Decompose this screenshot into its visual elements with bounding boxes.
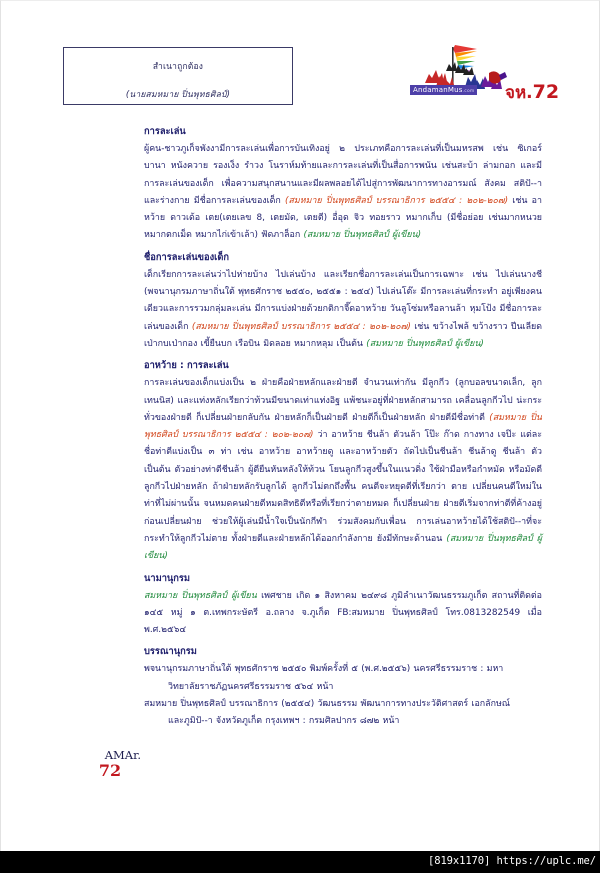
stamp-title: สำเนาถูกต้อง [152,62,204,72]
archive-marker-label: AMAr. [104,748,141,762]
source-url-label: https://uplc.me/ [496,855,596,867]
section-paragraph: การละเล่นของเด็กแบ่งเป็น ๒ ฝ่ายคือฝ่ายหลักและฝ่ายตี จำนวนเท่ากัน มีลูกกีว (ลูกบอลขนาดเล็ก, ลูกเทนนิส) และแท่งหลักเรียกว่าท้วนมีขนาดเท่าแท่งอิฐ แพ้ชนะอยู่ที่ฝ่ายหลักสามารถ เคลื่อนลูกกีวไป น่ะกระทั่วของฝ่ายตี ก็เปลี่ยนฝ่ายกลับกัน ฝ่ายหลักก็เป็นฝ่ายตี ฝ่ายตีก็เป็นฝ่ายหลัก ฝ่ายตีมีชื่อท่าตี (สมหมาย ปิ่นพุทธศิลป์ บรรณาธิการ ๒๕๕๔ : ๒๐๒-๒๐๗) ว่า อาหว้าย ชีนล้า ตัวนล้า โป๊ะ ก๊าด กางทาง เจป๊ะ แต่ละชื่อท่าตีแบ่งเป็น ๓ ท่า เช่น อาหว้าย อาหว้ายดู และอาหว้ายตัว ถัดไปเป็นชีนล้า ชีนล้าดู ชีนล้า ตัว เป็นต้น ตัวอย่างท่าตีชีนล้า ผู้ตียืนหันหลังให้ท้วน โยนลูกกีวสูงขึ้นในแนวดิ่ง ใช้ฝ่ามือหรือกำหมัด หรือมัดตีลูกกีวไปฝ่ายหลัก ถ้าฝ่ายหลักรับลูกได้ ลูกกีวไม่ตกถึงพื้น คนตีจะหยุดตีที่เรียกว่า ตาย เปลี่ยนคนตีใหม่ในท่าที่ไม่ผ่านนั้น จนหมดคนฝ่ายตีหมดสิทธิตีหรือที่เรียกว่าตายหมด ก็เปลี่ยนฝ่าย ฝ่ายตีเริ่มจากท่าตีที่ค้างอยู่ก่อนเปลี่ยนฝ่าย ช่วยให้ผู้เล่นมีน้ำใจเป็นนักกีฬา ร่วมสังคมกับเพื่อน การเล่นอาหว้ายได้ใช้สติปั--าที่จะกระทำให้ลูกกีวไม่ตาย ทั้งฝ่ายตีและฝ่ายหลักได้ออกกำลังกาย ยังมีทักษะด้านอน (สมหมาย ปิ่นพุทธศิลป์ ผู้เขียน) [144,378,542,562]
procession-illustration-icon [419,43,515,91]
logo-wordmark-tld: .com [462,89,475,94]
document-body [144,119,542,732]
section-bibliography [144,645,542,730]
section-paragraph: เด็กเรียกการละเล่นว่าไปห่ายบ้าง ไปเล่นบ้าง และเรียกชื่อการละเล่นเป็นการเฉพาะ เช่น ไปเล่นนางชี (พจนานุกรมภาษาถิ่นใต้ พุทธศักราช ๒๕๕๐, ๒๕๕๑ : ๒๕๔) ไปเล่นโต๊ะ มีการละเล่นที่กระทำ อยู่เพียงคนเดียวและการรวมกลุ่มละเล่น มีการแบ่งฝ่ายด้วยกติกาจี๊ดอาหว้าย วันลูโซ่มหรือลานล้า หุมโป้ง มีชื่อการละเล่นของเด็ก (สมหมาย ปิ่นพุทธศิลป์ บรรณาธิการ ๒๕๕๔ : ๒๐๒-๒๐๗) เช่น ขว้างไพล้ ขว้างราว ปีนเลียด เป่ากบเป่ากอง เขี้ยืนบก เรือบิน มิดลอย หมากหลุม เป็นต้น (สมหมาย ปิ่นพุทธศิลป์ ผู้เขียน) [144,269,542,349]
section-name-index [144,572,542,640]
section-paragraph: ผู้คน-ชาวภูเก็จพังงามีการละเล่นเพื่อการบันเทิงอยู่ ๒ ประเภทคือการละเล่นที่เป็นมหรสพ เช่น ซิเกอร์ บานา หนังควาย รองเง็ง รำวง โนราห์มท้ายและการละเล่นที่เป็นสื่อการพนัน เช่นสะบ้า ล่ามกอก และมีการละเล่นของเด็ก เพื่อความสนุกสนานและมีผลพลอยได้ไปสู่การพัฒนาการทางอารมณ์ สังคม สติปั--า และร่างกาย มีชื่อการละเล่นของเด็ก (สมหมาย ปิ่นพุทธศิลป์ บรรณาธิการ ๒๕๕๔ : ๒๐๒-๒๐๗) เช่น อาหว้าย ดาวเด้อ เตย(เตยเลข 8, เตยมัด, เตยตี) อื่อุด จิว ทอยราว หมากเก็บ (มีชื่อย่อย เช่นมากหนวย หมากตกเม็ด หมากไก่เข้าเล้า) ฟัดภาล็อก (สมหมาย ปิ่นพุทธศิลป์ ผู้เขียน) [144,144,542,241]
section-heading: ชื่อการละเล่นของเด็ก [144,251,229,263]
name-index-entry-detail: เพศชาย เกิด ๑ สิงหาคม ๒๔๙๘ ภูมิลำเนาวัฒนธรรมภูเก็ต สถานที่ติดต่อ ๑๔๕ หมู่ ๑ ต.เทพกระษัตรี อ.ถลาง จ.ภูเก็ต FB:สมหมาย ปิ่นพุทธศิลป์ โทร.0813282549 เมื่อ พ.ศ.๒๕๖๔ [144,590,542,636]
logo-caption [505,79,559,106]
archive-marker-number: 72 [98,761,122,780]
section-ahwai [144,359,542,565]
image-dimensions-label: [819x1170] [428,855,491,867]
status-bar-text [428,855,596,867]
bibliography-entry [144,696,542,731]
bibliography-entry-line1: พจนานุกรมภาษาถิ่นใต้ พุทธศักราช ๒๕๕๐ พิมพ์ครั้งที่ ๕ (พ.ศ.๒๕๕๖) นครศรีธรรมราช : มหา [144,664,504,675]
bibliography-heading: บรรณานุกรม [144,646,197,658]
bibliography-entry-line1: สมหมาย ปิ่นพุทธศิลป์ บรรณาธิการ (๒๕๕๔) วัฒนธรรม พัฒนาการทางประวัติศาสตร์ เอกลักษณ์ [144,699,511,710]
section-chue-kan-la-len-dek [144,251,542,353]
stamp-signer: (นายสมหมาย ปิ่นพุทธศิลป์) [125,90,231,100]
name-index-entry [144,588,542,640]
certified-copy-stamp [63,47,293,105]
logo-caption-text: จห. [505,83,533,103]
andamanmus-logo [401,43,560,105]
status-bar [0,851,600,873]
section-heading: อาหว้าย : การละเล่น [144,360,229,372]
logo-caption-number: 72 [532,81,560,103]
section-heading: การละเล่น [144,126,186,137]
bibliography-entry-line2: วิทยาลัยราชภัฏนครศรีธรรมราช ๕๖๔ หน้า [168,681,334,692]
document-header [1,1,600,119]
bibliography-entry [144,661,542,696]
name-index-entry-name: สมหมาย ปิ่นพุทธศิลป์ ผู้เขียน [144,590,257,601]
archive-marker [85,749,141,779]
logo-wordmark [410,85,477,95]
section-kan-la-len [144,125,542,245]
name-index-heading: นามานุกรม [144,572,191,584]
logo-wordmark-name: AndamanMus [413,86,463,94]
bibliography-entry-line2: และภูมิปั--า จังหวัดภูเก็ต กรุงเทพฯ : กรมศิลปากร ๘๗๒ หน้า [168,716,400,727]
